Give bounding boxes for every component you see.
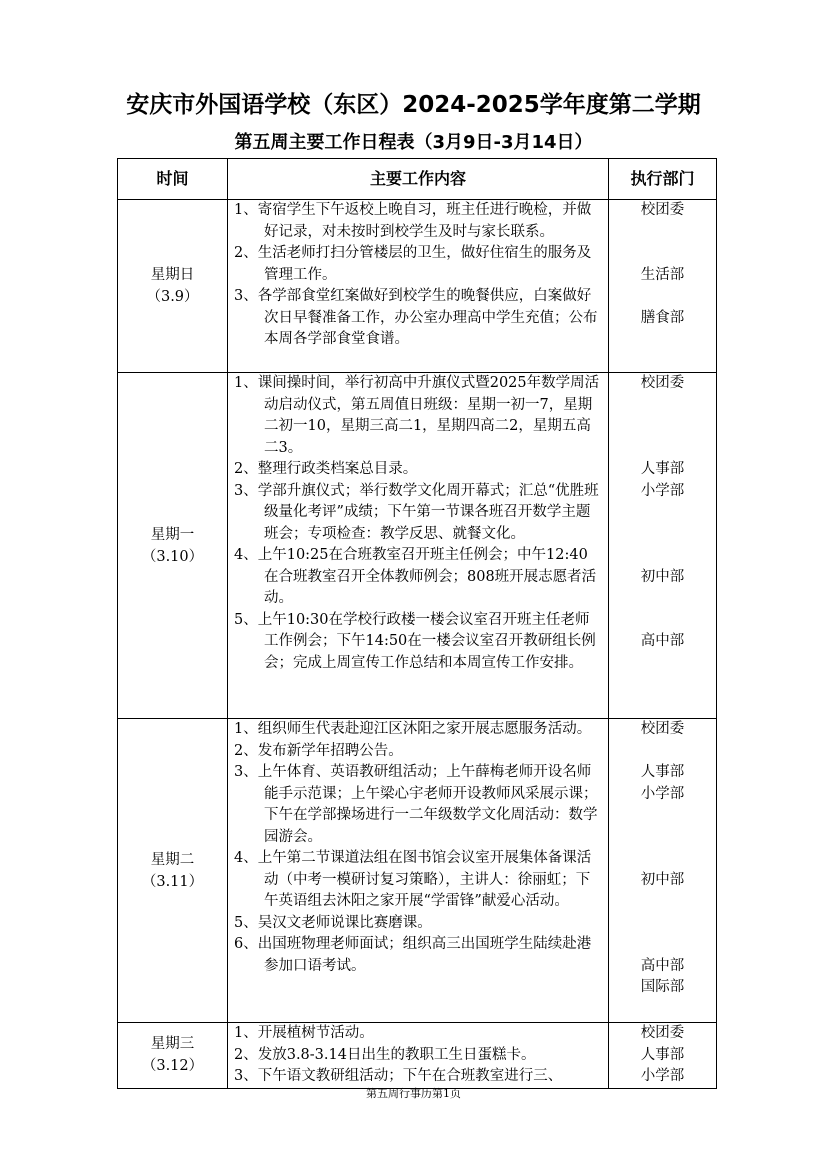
dept-cell: [609, 373, 717, 719]
day-name: 星期日: [150, 267, 195, 283]
tasks-cell: [228, 200, 609, 373]
dept-label: 校团委: [640, 375, 685, 391]
task-item: 4、上午10:25在合班教室召开班主任例会；中午12:40在合班教室召开全体教师例会；808班开展志愿者活动。: [234, 547, 597, 606]
dept-cell: [609, 200, 717, 373]
day-date: （3.12）: [141, 1058, 204, 1075]
dept-label: 人事部: [640, 764, 685, 780]
task-item: 1、开展植树节活动。: [234, 1025, 374, 1041]
dept-label: [609, 891, 716, 913]
dept-label: [609, 588, 716, 610]
document-subtitle: 第五周主要工作日程表（3月9日-3月14日）: [234, 132, 593, 153]
dept-label: [609, 934, 716, 956]
dept-label: 校团委: [640, 721, 685, 737]
task-item: 1、课间操时间，举行初高中升旗仪式暨2025年数学周活动启动仪式，第五周值日班级：星期一初一7，星期二初一10，星期三高二1，星期四高二2，星期五高二3。: [234, 375, 600, 456]
day-cell: [118, 1023, 228, 1089]
dept-label: 小学部: [640, 1068, 685, 1084]
header-dept: 执行部门: [609, 159, 717, 200]
dept-label: 膳食部: [640, 309, 685, 326]
schedule-table: [117, 158, 717, 1089]
dept-label: [609, 653, 716, 675]
dept-label: [609, 524, 716, 546]
task-item: 2、整理行政类档案总目录。: [234, 461, 418, 477]
dept-label: [609, 286, 716, 308]
tasks-cell: [228, 373, 609, 719]
day-date: （3.10）: [141, 548, 204, 565]
table-header-row: [118, 159, 717, 200]
dept-label: 人事部: [640, 461, 685, 477]
dept-label: 生活部: [640, 266, 685, 283]
dept-label: [609, 610, 716, 632]
task-item: 1、寄宿学生下午返校上晚自习，班主任进行晚检，并做好记录，对未按时到校学生及时与家长联系。: [234, 202, 592, 240]
tasks-cell: [228, 1023, 609, 1089]
dept-label: 小学部: [640, 785, 685, 802]
day-date: （3.9）: [146, 289, 199, 305]
dept-label: [609, 395, 716, 417]
dept-label: [609, 741, 716, 763]
dept-label: [609, 222, 716, 244]
dept-label: [609, 351, 716, 373]
dept-label: [609, 545, 716, 567]
day-name: 星期二: [150, 851, 195, 868]
day-date: （3.11）: [141, 873, 204, 890]
header-content: 主要工作内容: [228, 159, 609, 200]
day-row: [118, 373, 717, 719]
dept-label: 高中部: [640, 633, 685, 649]
task-item: 5、吴汉文老师说课比赛磨课。: [234, 914, 432, 931]
dept-label: 初中部: [640, 568, 685, 585]
task-item: 2、生活老师打扫分管楼层的卫生，做好住宿生的服务及管理工作。: [234, 245, 592, 283]
dept-label: [609, 827, 716, 849]
task-item: 2、发布新学年招聘公告。: [234, 742, 403, 759]
dept-label: [609, 243, 716, 265]
task-item: 3、上午体育、英语教研组活动；上午薛梅老师开设名师能手示范课；上午梁心宇老师开设教师风采展示课；下午在学部操场进行一二年级数学文化周活动：数学园游会。: [234, 764, 598, 845]
task-item: 6、出国班物理老师面试；组织高三出国班学生陆续赴港参加口语考试。: [234, 936, 592, 974]
day-cell: [118, 719, 228, 1023]
task-item: 3、学部升旗仪式；举行数学文化周开幕式；汇总“优胜班级量化考评”成绩；下午第一节课各班召开数学主题班会；专项检查：教学反思、就餐文化。: [234, 482, 599, 542]
day-cell: [118, 200, 228, 373]
document-title: 安庆市外国语学校（东区）2024-2025学年度第二学期: [126, 92, 701, 118]
tasks-cell: [228, 719, 609, 1023]
header-time: 时间: [118, 159, 228, 200]
dept-label: [609, 674, 716, 696]
dept-cell: [609, 1023, 717, 1089]
dept-label: [609, 416, 716, 438]
task-item: 2、发放3.8-3.14日出生的教职工生日蛋糕卡。: [234, 1046, 536, 1063]
dept-label: [609, 848, 716, 870]
day-name: 星期三: [150, 1036, 195, 1053]
dept-label: [609, 805, 716, 827]
dept-label: [609, 999, 716, 1021]
dept-label: 高中部: [640, 957, 685, 974]
dept-label: [609, 913, 716, 935]
dept-label: [609, 696, 716, 718]
dept-label: 校团委: [640, 1025, 685, 1041]
dept-label: [609, 502, 716, 524]
day-cell: [118, 373, 228, 719]
dept-label: [609, 329, 716, 351]
dept-label: 校团委: [640, 202, 685, 218]
task-item: 1、组织师生代表赴迎江区沐阳之家开展志愿服务活动。: [234, 721, 592, 737]
dept-label: 小学部: [640, 482, 685, 499]
task-item: 4、上午第二节课道法组在图书馆会议室开展集体备课活动（中考一模研讨复习策略），主讲人：徐丽虹；下午英语组去沐阳之家开展“学雷锋”献爱心活动。: [234, 850, 592, 909]
page-footer: 第五周行事历第1页: [366, 1087, 461, 1100]
dept-label: [609, 438, 716, 460]
dept-label: 人事部: [640, 1046, 685, 1063]
day-row: [118, 1023, 717, 1089]
day-row: [118, 719, 717, 1023]
day-name: 星期一: [150, 526, 195, 543]
task-item: 3、各学部食堂红案做好到校学生的晚餐供应，白案做好次日早餐准备工作，办公室办理高中学生充值；公布本周各学部食堂食谱。: [234, 288, 598, 347]
task-item: 3、下午语文教研组活动；下午在合班教室进行三、: [234, 1068, 563, 1084]
task-item: 5、上午10:30在学校行政楼一楼会议室召开班主任老师工作例会；下午14:50在一楼会议室召开教研组长例会；完成上周宣传工作总结和本周宣传工作安排。: [234, 611, 596, 671]
dept-label: 国际部: [640, 979, 685, 995]
dept-label: 初中部: [640, 871, 685, 888]
dept-cell: [609, 719, 717, 1023]
day-row: [118, 200, 717, 373]
